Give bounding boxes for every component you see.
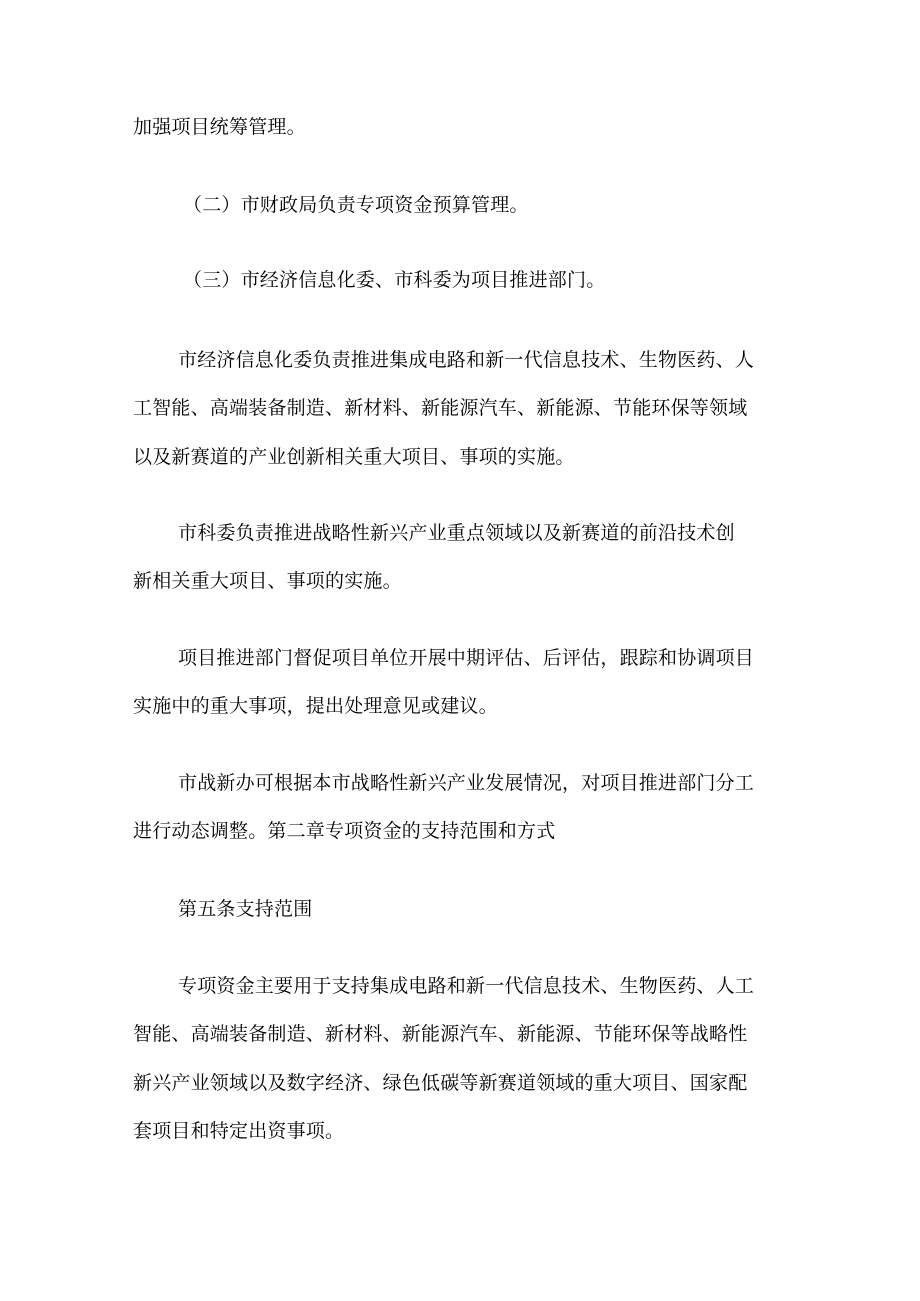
article-heading: 第五条支持范围 [178,898,313,920]
paragraph-line: 以及新赛道的产业创新相关重大项目、事项的实施。 [133,446,575,468]
paragraph-line: 加强项目统筹管理。 [133,116,306,138]
paragraph-line: 专项资金主要用于支持集成电路和新一代信息技术、生物医药、人工 [178,975,755,997]
section-three-line: （三）市经济信息化委、市科委为项目推进部门。 [183,269,606,291]
paragraph-line: 新兴产业领域以及数字经济、绿色低碳等新赛道领域的重大项目、国家配 [133,1072,748,1094]
paragraph-line: 实施中的重大事项，提出处理意见或建议。 [133,695,498,717]
paragraph-line: 进行动态调整。第二章专项资金的支持范围和方式 [133,820,556,842]
paragraph-line: 新相关重大项目、事项的实施。 [133,570,402,592]
paragraph-line: 市科委负责推进战略性新兴产业重点领域以及新赛道的前沿技术创 [178,522,735,544]
paragraph-line: 项目推进部门督促项目单位开展中期评估、后评估，跟踪和协调项目 [178,647,755,669]
paragraph-line: 套项目和特定出资事项。 [133,1120,345,1142]
paragraph-line: 市经济信息化委负责推进集成电路和新一代信息技术、生物医药、人 [178,349,755,371]
paragraph-line: 工智能、高端装备制造、新材料、新能源汽车、新能源、节能环保等领域 [133,397,748,419]
paragraph-line: 市战新办可根据本市战略性新兴产业发展情况，对项目推进部门分工 [178,772,755,794]
paragraph-line: 智能、高端装备制造、新材料、新能源汽车、新能源、节能环保等战略性 [133,1023,748,1045]
section-two-line: （二）市财政局负责专项资金预算管理。 [183,194,529,216]
